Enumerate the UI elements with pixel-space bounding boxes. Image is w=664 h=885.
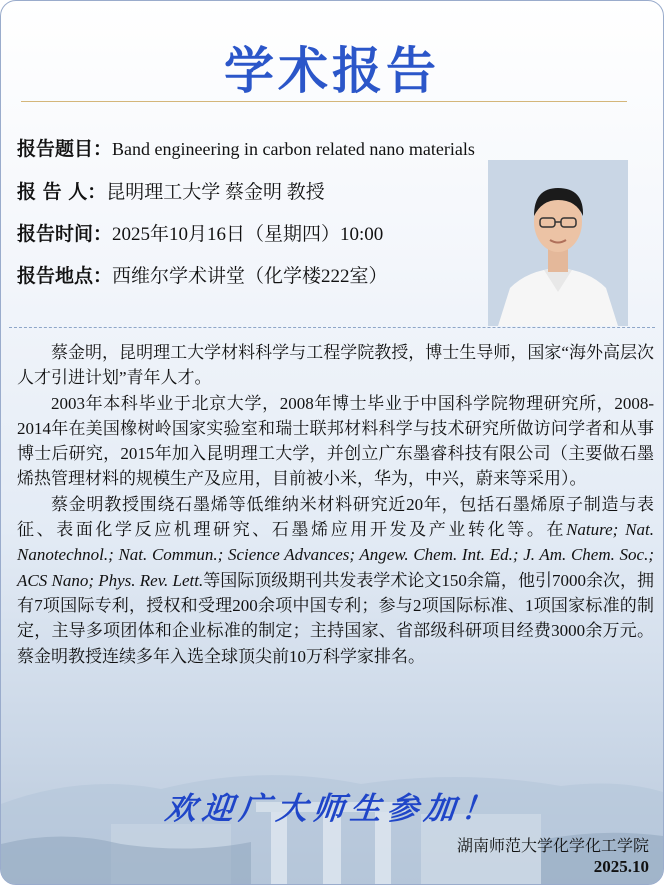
- venue-row: [17, 261, 388, 288]
- welcome-slogan: 欢迎广大师生参加！: [163, 791, 501, 827]
- speaker-bio: [17, 340, 654, 669]
- poster-date: 2025.10: [593, 857, 649, 876]
- venue-label: 报告地点：: [17, 265, 113, 287]
- title-divider: [21, 101, 627, 102]
- time-row: [17, 219, 383, 246]
- speaker-portrait-icon: [488, 160, 628, 326]
- bio-p3-rest: 等国际顶级期刊共发表学术论文150余篇，他引7000余次，拥有7项国际专利，授权和受理200余项中国专利；参与2项国际标准、1项国家标准的制定，主导多项团体和企业标准的制定；主持国家、省部级科研项目经费3000余万元。蔡金明教授连续多年入选全球顶尖前10万科学家排名。: [17, 570, 655, 666]
- bio-paragraph-1: 蔡金明，昆明理工大学材料科学与工程学院教授，博士生导师，国家“海外高层次人才引进计划”青年人才。: [17, 343, 654, 388]
- speaker-photo: [488, 160, 628, 326]
- speaker-row: [17, 177, 325, 204]
- bio-paragraph-3: [17, 492, 654, 669]
- topic-value: Band engineering in carbon related nano materials: [112, 139, 475, 159]
- bio-paragraph-2: 2003年本科毕业于北京大学，2008年博士毕业于中国科学院物理研究所，2008-2014年在美国橡树岭国家实验室和瑞士联邦材料科学与技术研究所做访问学者和从事博士后研究，2015年加入昆明理工大学，并创立广东墨睿科技有限公司（主要做石墨烯热管理材料的规模生产及应用，目前被小米，华为，中兴，蔚来等采用）。: [17, 393, 654, 489]
- speaker-label: 报 告 人：: [17, 181, 107, 203]
- venue-value: 西维尔学术讲堂（化学楼222室）: [112, 266, 388, 287]
- time-label: 报告时间：: [17, 223, 113, 245]
- section-divider: [9, 327, 655, 328]
- time-value: 2025年10月16日（星期四）10:00: [112, 224, 384, 245]
- topic-label: 报告题目：: [17, 138, 113, 160]
- organizer: 湖南师范大学化学化工学院: [456, 836, 649, 855]
- bio-p3-intro: 蔡金明教授围绕石墨烯等低维纳米材料研究近20年，包括石墨烯原子制造与表征、表面化学反应机理研究、石墨烯应用开发及产业转化等。在: [17, 494, 654, 540]
- topic-row: [17, 134, 475, 161]
- bio-journals: Nature; Nat. Nanotechnol.; Nat. Commun.; Science Advances; Angew. Chem. Int. Ed.; J. Am. Chem. Soc.; ACS Nano; Phys. Rev. Lett.: [17, 520, 654, 590]
- speaker-value: 昆明理工大学 蔡金明 教授: [106, 182, 325, 203]
- poster-title: 学术报告: [224, 42, 440, 100]
